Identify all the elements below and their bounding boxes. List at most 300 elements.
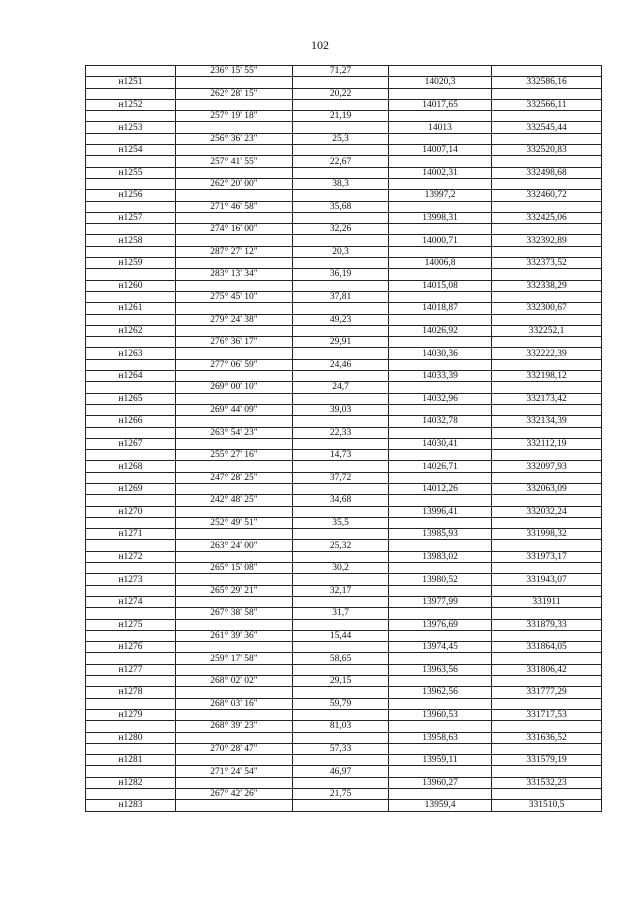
y-coordinate-cell: 332545,44 — [492, 122, 602, 133]
y-coordinate-cell: 332520,83 — [492, 145, 602, 156]
empty-cell — [86, 291, 176, 302]
distance-cell: 21,19 — [293, 111, 389, 122]
point-name-cell: н1263 — [86, 348, 176, 359]
empty-cell — [389, 743, 492, 754]
direction-angle-cell: 275° 45' 10" — [176, 291, 293, 302]
empty-cell — [492, 88, 602, 99]
empty-cell — [389, 224, 492, 235]
direction-angle-cell: 267° 38' 58" — [176, 608, 293, 619]
segment-row — [86, 608, 602, 619]
empty-cell — [389, 291, 492, 302]
empty-cell — [492, 676, 602, 687]
empty-cell — [389, 111, 492, 122]
point-name-cell: н1261 — [86, 303, 176, 314]
point-name-cell: н1271 — [86, 529, 176, 540]
empty-cell — [389, 246, 492, 257]
empty-cell — [389, 517, 492, 528]
empty-cell — [293, 145, 389, 156]
point-name-cell: н1270 — [86, 506, 176, 517]
distance-cell: 46,97 — [293, 766, 389, 777]
distance-cell: 14,73 — [293, 450, 389, 461]
empty-cell — [389, 563, 492, 574]
y-coordinate-cell: 332134,39 — [492, 416, 602, 427]
empty-cell — [176, 235, 293, 246]
direction-angle-cell: 256° 36' 23" — [176, 133, 293, 144]
empty-cell — [176, 122, 293, 133]
empty-cell — [176, 438, 293, 449]
x-coordinate-cell: 13997,2 — [389, 190, 492, 201]
direction-angle-cell: 276° 36' 17" — [176, 337, 293, 348]
segment-row — [86, 698, 602, 709]
empty-cell — [86, 495, 176, 506]
point-row — [86, 529, 602, 540]
empty-cell — [86, 246, 176, 257]
point-name-cell: н1267 — [86, 438, 176, 449]
distance-cell: 71,27 — [293, 66, 389, 77]
empty-cell — [492, 133, 602, 144]
segment-row — [86, 224, 602, 235]
empty-cell — [492, 766, 602, 777]
empty-cell — [293, 461, 389, 472]
y-coordinate-cell: 332586,16 — [492, 77, 602, 88]
empty-cell — [293, 348, 389, 359]
empty-cell — [293, 416, 389, 427]
empty-cell — [293, 393, 389, 404]
segment-row — [86, 314, 602, 325]
point-name-cell: н1264 — [86, 371, 176, 382]
distance-cell: 24,46 — [293, 359, 389, 370]
empty-cell — [389, 201, 492, 212]
y-coordinate-cell: 332063,09 — [492, 483, 602, 494]
direction-angle-cell: 262° 20' 00" — [176, 178, 293, 189]
empty-cell — [86, 653, 176, 664]
empty-cell — [389, 698, 492, 709]
page-number: 102 — [311, 38, 329, 52]
point-row — [86, 461, 602, 472]
x-coordinate-cell: 13974,45 — [389, 642, 492, 653]
direction-angle-cell: 269° 44' 09" — [176, 404, 293, 415]
point-name-cell: н1277 — [86, 664, 176, 675]
empty-cell — [293, 551, 389, 562]
distance-cell: 24,7 — [293, 382, 389, 393]
empty-cell — [176, 619, 293, 630]
empty-cell — [86, 66, 176, 77]
point-row — [86, 280, 602, 291]
y-coordinate-cell: 331911 — [492, 596, 602, 607]
empty-cell — [86, 450, 176, 461]
empty-cell — [176, 800, 293, 811]
point-row — [86, 800, 602, 811]
distance-cell: 22,67 — [293, 156, 389, 167]
segment-row — [86, 743, 602, 754]
empty-cell — [389, 630, 492, 641]
distance-cell: 22,33 — [293, 427, 389, 438]
empty-cell — [492, 721, 602, 732]
x-coordinate-cell: 13963,56 — [389, 664, 492, 675]
empty-cell — [293, 303, 389, 314]
empty-cell — [293, 642, 389, 653]
empty-cell — [492, 563, 602, 574]
empty-cell — [86, 472, 176, 483]
segment-row — [86, 337, 602, 348]
empty-cell — [176, 642, 293, 653]
x-coordinate-cell: 14032,78 — [389, 416, 492, 427]
segment-row — [86, 789, 602, 800]
y-coordinate-cell: 332566,11 — [492, 99, 602, 110]
segment-row — [86, 766, 602, 777]
empty-cell — [86, 314, 176, 325]
y-coordinate-cell: 331579,19 — [492, 755, 602, 766]
point-row — [86, 235, 602, 246]
point-row — [86, 642, 602, 653]
point-name-cell: н1253 — [86, 122, 176, 133]
segment-row — [86, 676, 602, 687]
point-name-cell: н1268 — [86, 461, 176, 472]
segment-row — [86, 630, 602, 641]
y-coordinate-cell: 331998,32 — [492, 529, 602, 540]
empty-cell — [492, 224, 602, 235]
empty-cell — [86, 517, 176, 528]
point-name-cell: н1280 — [86, 732, 176, 743]
direction-angle-cell: 268° 02' 02" — [176, 676, 293, 687]
empty-cell — [86, 111, 176, 122]
empty-cell — [492, 743, 602, 754]
empty-cell — [86, 133, 176, 144]
y-coordinate-cell: 332252,1 — [492, 325, 602, 336]
segment-row — [86, 133, 602, 144]
empty-cell — [176, 574, 293, 585]
coordinates-table-body — [86, 66, 602, 812]
point-name-cell: н1251 — [86, 77, 176, 88]
direction-angle-cell: 236° 15' 55" — [176, 66, 293, 77]
point-row — [86, 732, 602, 743]
empty-cell — [293, 371, 389, 382]
x-coordinate-cell: 14012,26 — [389, 483, 492, 494]
empty-cell — [492, 540, 602, 551]
empty-cell — [389, 359, 492, 370]
segment-row — [86, 178, 602, 189]
empty-cell — [86, 630, 176, 641]
empty-cell — [86, 585, 176, 596]
x-coordinate-cell: 13998,31 — [389, 212, 492, 223]
empty-cell — [176, 77, 293, 88]
empty-cell — [389, 269, 492, 280]
segment-row — [86, 517, 602, 528]
empty-cell — [492, 314, 602, 325]
distance-cell: 29,15 — [293, 676, 389, 687]
point-row — [86, 777, 602, 788]
direction-angle-cell: 274° 16' 00" — [176, 224, 293, 235]
x-coordinate-cell: 13976,69 — [389, 619, 492, 630]
empty-cell — [389, 156, 492, 167]
empty-cell — [389, 133, 492, 144]
empty-cell — [176, 280, 293, 291]
empty-cell — [176, 687, 293, 698]
direction-angle-cell: 287° 27' 12" — [176, 246, 293, 257]
empty-cell — [389, 404, 492, 415]
point-row — [86, 596, 602, 607]
point-name-cell: н1266 — [86, 416, 176, 427]
point-row — [86, 619, 602, 630]
segment-row — [86, 585, 602, 596]
empty-cell — [86, 224, 176, 235]
empty-cell — [293, 732, 389, 743]
empty-cell — [176, 99, 293, 110]
empty-cell — [293, 687, 389, 698]
segment-row — [86, 721, 602, 732]
segment-row — [86, 246, 602, 257]
empty-cell — [492, 608, 602, 619]
empty-cell — [492, 585, 602, 596]
point-row — [86, 483, 602, 494]
empty-cell — [492, 178, 602, 189]
y-coordinate-cell: 332222,39 — [492, 348, 602, 359]
empty-cell — [492, 291, 602, 302]
empty-cell — [293, 574, 389, 585]
point-row — [86, 393, 602, 404]
y-coordinate-cell: 331864,05 — [492, 642, 602, 653]
empty-cell — [492, 201, 602, 212]
x-coordinate-cell: 14032,96 — [389, 393, 492, 404]
y-coordinate-cell: 331510,5 — [492, 800, 602, 811]
distance-cell: 38,3 — [293, 178, 389, 189]
distance-cell: 37,81 — [293, 291, 389, 302]
empty-cell — [389, 178, 492, 189]
empty-cell — [389, 789, 492, 800]
distance-cell: 32,26 — [293, 224, 389, 235]
empty-cell — [86, 789, 176, 800]
empty-cell — [293, 77, 389, 88]
empty-cell — [293, 235, 389, 246]
empty-cell — [86, 337, 176, 348]
empty-cell — [86, 540, 176, 551]
empty-cell — [492, 495, 602, 506]
y-coordinate-cell: 332392,89 — [492, 235, 602, 246]
segment-row — [86, 540, 602, 551]
point-name-cell: н1279 — [86, 709, 176, 720]
direction-angle-cell: 277° 06' 59" — [176, 359, 293, 370]
empty-cell — [176, 167, 293, 178]
empty-cell — [86, 563, 176, 574]
point-name-cell: н1281 — [86, 755, 176, 766]
segment-row — [86, 269, 602, 280]
distance-cell: 49,23 — [293, 314, 389, 325]
empty-cell — [389, 314, 492, 325]
distance-cell: 25,32 — [293, 540, 389, 551]
direction-angle-cell: 262° 28' 15" — [176, 88, 293, 99]
empty-cell — [389, 88, 492, 99]
point-row — [86, 77, 602, 88]
x-coordinate-cell: 14030,36 — [389, 348, 492, 359]
y-coordinate-cell: 332198,12 — [492, 371, 602, 382]
point-name-cell: н1255 — [86, 167, 176, 178]
y-coordinate-cell: 332425,06 — [492, 212, 602, 223]
empty-cell — [86, 743, 176, 754]
direction-angle-cell: 242° 48' 25" — [176, 495, 293, 506]
empty-cell — [293, 709, 389, 720]
empty-cell — [86, 178, 176, 189]
empty-cell — [176, 529, 293, 540]
point-name-cell: н1256 — [86, 190, 176, 201]
empty-cell — [176, 416, 293, 427]
empty-cell — [492, 630, 602, 641]
empty-cell — [492, 156, 602, 167]
x-coordinate-cell: 13960,53 — [389, 709, 492, 720]
empty-cell — [389, 585, 492, 596]
empty-cell — [176, 755, 293, 766]
y-coordinate-cell: 332460,72 — [492, 190, 602, 201]
empty-cell — [293, 438, 389, 449]
empty-cell — [389, 653, 492, 664]
x-coordinate-cell: 14007,14 — [389, 145, 492, 156]
empty-cell — [293, 325, 389, 336]
point-row — [86, 145, 602, 156]
x-coordinate-cell: 13962,56 — [389, 687, 492, 698]
x-coordinate-cell: 14013 — [389, 122, 492, 133]
segment-row — [86, 291, 602, 302]
x-coordinate-cell: 14026,92 — [389, 325, 492, 336]
empty-cell — [176, 190, 293, 201]
direction-angle-cell: 283° 13' 34" — [176, 269, 293, 280]
direction-angle-cell: 265° 15' 08" — [176, 563, 293, 574]
empty-cell — [293, 212, 389, 223]
point-row — [86, 258, 602, 269]
distance-cell: 58,65 — [293, 653, 389, 664]
direction-angle-cell: 271° 24' 54" — [176, 766, 293, 777]
point-name-cell: н1273 — [86, 574, 176, 585]
y-coordinate-cell: 331636,52 — [492, 732, 602, 743]
empty-cell — [86, 608, 176, 619]
point-row — [86, 190, 602, 201]
empty-cell — [293, 664, 389, 675]
empty-cell — [293, 506, 389, 517]
empty-cell — [492, 337, 602, 348]
distance-cell: 36,19 — [293, 269, 389, 280]
empty-cell — [389, 540, 492, 551]
point-name-cell: н1257 — [86, 212, 176, 223]
distance-cell: 57,33 — [293, 743, 389, 754]
point-name-cell: н1254 — [86, 145, 176, 156]
x-coordinate-cell: 13977,99 — [389, 596, 492, 607]
segment-row — [86, 563, 602, 574]
empty-cell — [86, 676, 176, 687]
point-name-cell: н1283 — [86, 800, 176, 811]
empty-cell — [176, 551, 293, 562]
distance-cell: 30,2 — [293, 563, 389, 574]
distance-cell: 29,91 — [293, 337, 389, 348]
empty-cell — [86, 698, 176, 709]
y-coordinate-cell: 332032,24 — [492, 506, 602, 517]
point-row — [86, 167, 602, 178]
empty-cell — [176, 348, 293, 359]
empty-cell — [492, 269, 602, 280]
empty-cell — [492, 517, 602, 528]
empty-cell — [293, 755, 389, 766]
distance-cell: 81,03 — [293, 721, 389, 732]
x-coordinate-cell: 13980,52 — [389, 574, 492, 585]
empty-cell — [492, 698, 602, 709]
distance-cell: 31,7 — [293, 608, 389, 619]
y-coordinate-cell: 332300,67 — [492, 303, 602, 314]
empty-cell — [293, 529, 389, 540]
y-coordinate-cell: 331973,17 — [492, 551, 602, 562]
segment-row — [86, 359, 602, 370]
empty-cell — [176, 664, 293, 675]
empty-cell — [176, 145, 293, 156]
empty-cell — [86, 201, 176, 212]
distance-cell: 37,72 — [293, 472, 389, 483]
point-row — [86, 371, 602, 382]
empty-cell — [176, 393, 293, 404]
x-coordinate-cell: 14006,8 — [389, 258, 492, 269]
y-coordinate-cell: 331777,29 — [492, 687, 602, 698]
empty-cell — [492, 111, 602, 122]
empty-cell — [492, 66, 602, 77]
empty-cell — [389, 337, 492, 348]
x-coordinate-cell: 14018,87 — [389, 303, 492, 314]
segment-row — [86, 404, 602, 415]
direction-angle-cell: 263° 54' 23" — [176, 427, 293, 438]
y-coordinate-cell: 331717,53 — [492, 709, 602, 720]
empty-cell — [389, 472, 492, 483]
y-coordinate-cell: 331532,23 — [492, 777, 602, 788]
x-coordinate-cell: 14030,41 — [389, 438, 492, 449]
distance-cell: 20,3 — [293, 246, 389, 257]
empty-cell — [389, 382, 492, 393]
empty-cell — [293, 167, 389, 178]
empty-cell — [293, 483, 389, 494]
distance-cell: 15,44 — [293, 630, 389, 641]
point-row — [86, 416, 602, 427]
segment-row — [86, 427, 602, 438]
x-coordinate-cell: 14015,08 — [389, 280, 492, 291]
direction-angle-cell: 252° 49' 51" — [176, 517, 293, 528]
segment-row — [86, 495, 602, 506]
point-name-cell: н1260 — [86, 280, 176, 291]
direction-angle-cell: 247° 28' 25" — [176, 472, 293, 483]
segment-row — [86, 111, 602, 122]
direction-angle-cell: 259° 17' 58" — [176, 653, 293, 664]
empty-cell — [293, 258, 389, 269]
segment-row — [86, 201, 602, 212]
x-coordinate-cell: 13985,93 — [389, 529, 492, 540]
direction-angle-cell: 267° 42' 26" — [176, 789, 293, 800]
distance-cell: 35,5 — [293, 517, 389, 528]
empty-cell — [176, 483, 293, 494]
empty-cell — [176, 732, 293, 743]
empty-cell — [389, 427, 492, 438]
empty-cell — [492, 404, 602, 415]
x-coordinate-cell: 14000,71 — [389, 235, 492, 246]
distance-cell: 32,17 — [293, 585, 389, 596]
x-coordinate-cell: 14017,65 — [389, 99, 492, 110]
direction-angle-cell: 269° 00' 10" — [176, 382, 293, 393]
point-row — [86, 122, 602, 133]
point-row — [86, 551, 602, 562]
empty-cell — [293, 280, 389, 291]
empty-cell — [389, 676, 492, 687]
distance-cell: 25,3 — [293, 133, 389, 144]
empty-cell — [492, 472, 602, 483]
direction-angle-cell: 268° 03' 16" — [176, 698, 293, 709]
x-coordinate-cell: 13959,4 — [389, 800, 492, 811]
segment-row — [86, 66, 602, 77]
empty-cell — [176, 596, 293, 607]
y-coordinate-cell: 331879,33 — [492, 619, 602, 630]
empty-cell — [86, 766, 176, 777]
empty-cell — [293, 122, 389, 133]
point-name-cell: н1278 — [86, 687, 176, 698]
